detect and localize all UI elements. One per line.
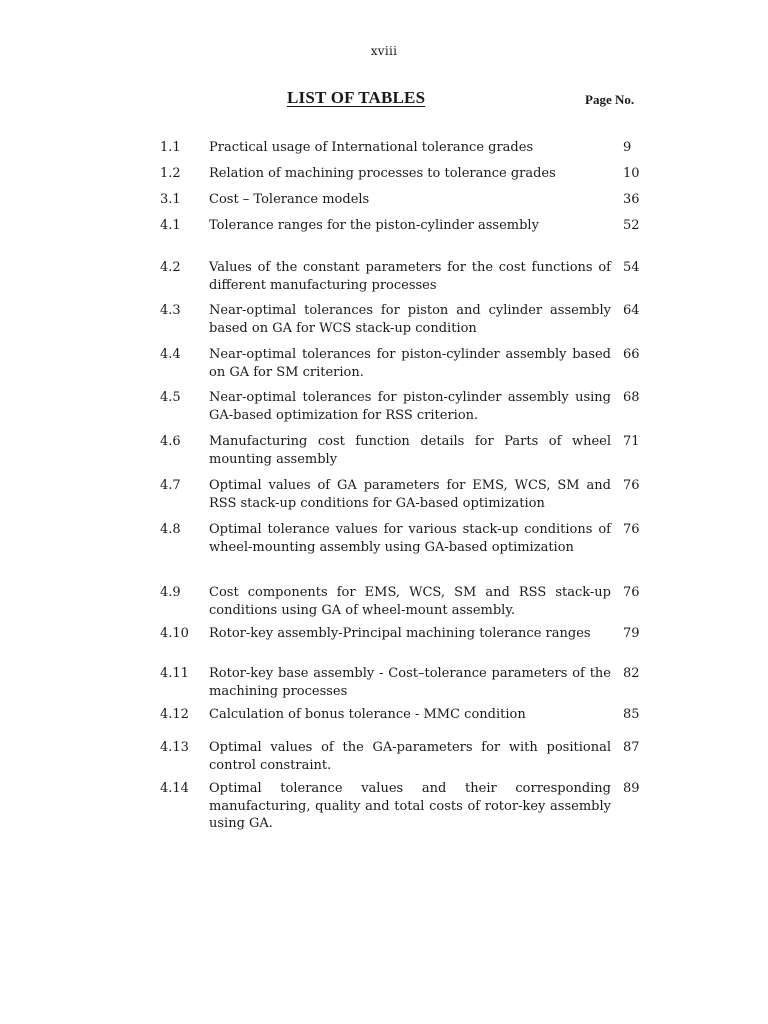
entry-number: 4.8 bbox=[160, 522, 181, 537]
entry-description: Near-optimal tolerances for piston-cylinder assembly based on GA for SM criterion. bbox=[209, 347, 611, 380]
entry-description: Rotor-key base assembly - Cost–tolerance parameters of the machining processes bbox=[209, 666, 611, 699]
entry-number: 4.7 bbox=[160, 478, 181, 493]
entry-page: 76 bbox=[623, 478, 640, 493]
entry-page: 64 bbox=[623, 303, 640, 318]
entry-description: Optimal tolerance values for various stack-up conditions of wheel-mounting assembly using GA-based optimization bbox=[209, 522, 611, 555]
entry-page: 9 bbox=[623, 140, 632, 155]
entry-description: Calculation of bonus tolerance - MMC condition bbox=[209, 707, 526, 722]
entry-description: Near-optimal tolerances for piston-cylinder assembly using GA-based optimization for RSS criterion. bbox=[209, 390, 611, 423]
entry-page: 87 bbox=[623, 740, 640, 755]
entry-page: 71 bbox=[623, 434, 640, 449]
entry-description: Optimal values of the GA-parameters for with positional control constraint. bbox=[209, 740, 611, 773]
entry-number: 1.1 bbox=[160, 140, 181, 155]
entry-number: 4.9 bbox=[160, 585, 181, 600]
entry-number: 4.6 bbox=[160, 434, 181, 449]
entry-description: Optimal tolerance values and their corresponding manufacturing, quality and total costs of rotor-key assembly using GA. bbox=[209, 781, 611, 832]
entry-page: 36 bbox=[623, 192, 640, 207]
entry-description: Manufacturing cost function details for Parts of wheel mounting assembly bbox=[209, 434, 611, 467]
entry-page: 52 bbox=[623, 218, 640, 233]
entry-page: 82 bbox=[623, 666, 640, 681]
entry-page: 85 bbox=[623, 707, 640, 722]
entry-page: 76 bbox=[623, 585, 640, 600]
entry-description: Near-optimal tolerances for piston and cylinder assembly based on GA for WCS stack-up condition bbox=[209, 303, 611, 336]
entry-number: 4.1 bbox=[160, 218, 181, 233]
entry-page: 79 bbox=[623, 626, 640, 641]
entry-description: Tolerance ranges for the piston-cylinder assembly bbox=[209, 218, 539, 233]
entry-number: 4.3 bbox=[160, 303, 181, 318]
entry-page: 68 bbox=[623, 390, 640, 405]
entry-number: 4.5 bbox=[160, 390, 181, 405]
entry-description: Cost components for EMS, WCS, SM and RSS stack-up conditions using GA of wheel-mount assembly. bbox=[209, 585, 611, 618]
entry-number: 4.14 bbox=[160, 781, 189, 796]
entry-number: 4.2 bbox=[160, 260, 181, 275]
entry-page: 10 bbox=[623, 166, 640, 181]
entry-number: 4.4 bbox=[160, 347, 181, 362]
entry-number: 1.2 bbox=[160, 166, 181, 181]
entry-description: Practical usage of International tolerance grades bbox=[209, 140, 534, 155]
entry-number: 4.11 bbox=[160, 666, 189, 681]
entry-page: 66 bbox=[623, 347, 640, 362]
page-no-column-header: Page No. bbox=[585, 92, 635, 107]
entry-page: 89 bbox=[623, 781, 640, 796]
entry-number: 4.12 bbox=[160, 707, 189, 722]
entry-page: 76 bbox=[623, 522, 640, 537]
entry-number: 4.13 bbox=[160, 740, 189, 755]
entry-description: Relation of machining processes to tolerance grades bbox=[209, 166, 556, 181]
entry-description: Optimal values of GA parameters for EMS, WCS, SM and RSS stack-up conditions for GA-based optimization bbox=[209, 478, 611, 511]
entry-number: 4.10 bbox=[160, 626, 189, 641]
page-number: xviii bbox=[370, 44, 398, 58]
entry-description: Rotor-key assembly-Principal machining tolerance ranges bbox=[209, 626, 591, 641]
page-title: LIST OF TABLES bbox=[287, 88, 426, 107]
entry-description: Cost – Tolerance models bbox=[209, 192, 370, 207]
entry-number: 3.1 bbox=[160, 192, 181, 207]
entry-page: 54 bbox=[623, 260, 640, 275]
entry-description: Values of the constant parameters for the cost functions of different manufacturing processes bbox=[209, 260, 611, 293]
